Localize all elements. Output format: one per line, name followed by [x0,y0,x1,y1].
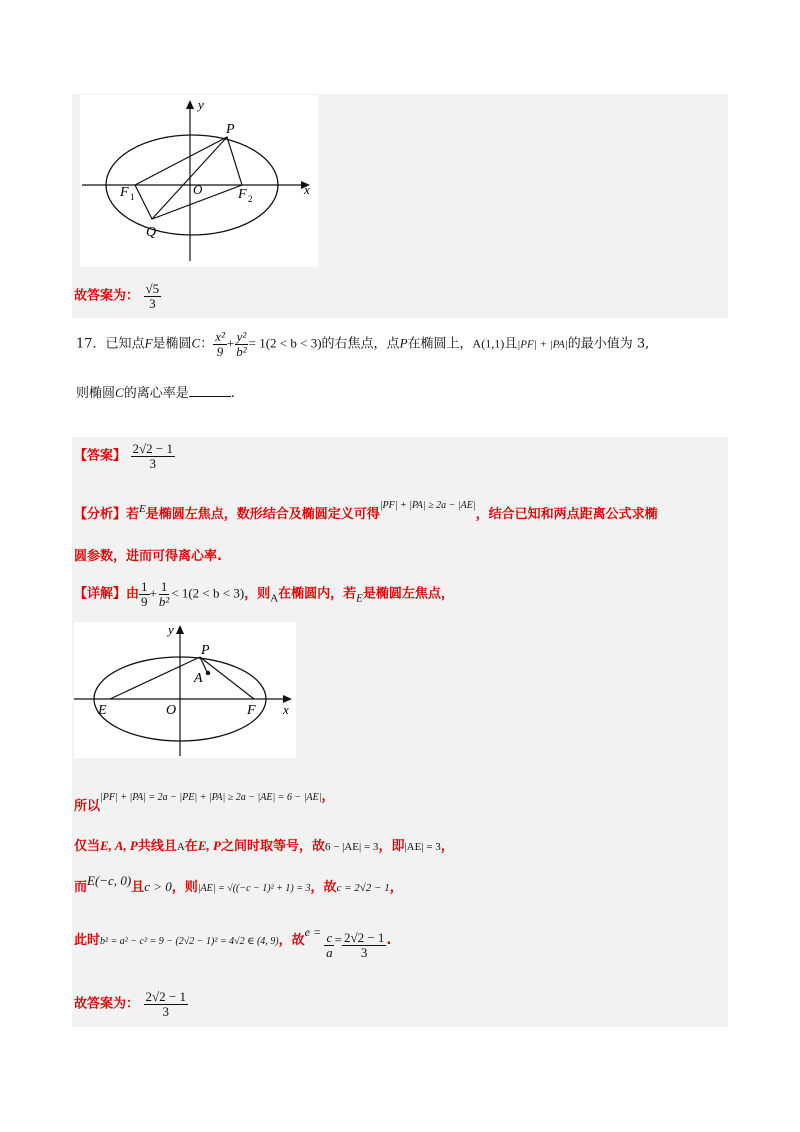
q-colon: ： [200,336,214,352]
final-answer-den: 3 [162,1003,170,1019]
question-17-line1 [76,330,649,358]
detail-rest: < 1(2 < b < 3) [171,585,245,601]
then-frac-result [342,931,386,959]
fig2-o-label: O [166,703,177,718]
q-text-1: 已知点 [105,336,145,352]
only-text-2: 共线且 [137,839,177,854]
detail-frac-2 [157,580,171,608]
and-line [74,873,403,895]
q-expr: |PF| + |PA| [517,338,568,351]
then-line [74,925,391,959]
q-A-point: A(1,1) [472,336,505,351]
final-answer-prefix: 故答案为： [74,996,140,1012]
analysis-expr: |PF| + |PA| ≥ 2a − |AE| [379,500,476,511]
then-frac-ca [324,931,335,959]
fig2-e-label: E [98,703,107,718]
analysis-E: E [139,503,146,515]
detail-text-3: 是椭圆左焦点， [362,586,454,602]
detail-text-1: ，则 [244,586,271,602]
q-blank [189,384,231,397]
only-when-line [74,835,454,854]
q-frac-y-num: y² [236,329,247,344]
detail-den-2: b² [158,593,170,609]
analysis-text-2: ，结合已知和两点距离公式求椭 [475,507,658,522]
q-text-5: 且 [504,336,518,352]
and-text-2: 且 [131,880,145,895]
final-answer-line [74,990,188,1018]
then-eq-sign: = [334,932,342,947]
detail-frac-1 [139,580,150,608]
and-c2: c = 2√2 − 1 [336,882,390,894]
fig2-f-label: F [247,703,256,718]
previous-answer-fraction [144,282,162,310]
analysis-line2 [74,545,222,564]
final-answer-fraction [144,990,188,1018]
only-A: A [176,841,185,853]
fig1-f2-sub: 2 [248,194,253,204]
q-frac-x-den: 9 [216,343,224,359]
detail-num-2: 1 [160,579,168,594]
detail-line1 [74,580,454,608]
fig1-f1-sub: 1 [130,192,135,202]
final-answer-num: 2√2 − 1 [145,989,187,1004]
only-text-1: 仅当 [74,839,101,854]
only-math-1: E, A, P [100,838,138,853]
detail-plus: + [149,585,157,601]
only-text-3: 在 [184,839,198,854]
previous-answer-prefix: 故答案为： [74,288,140,304]
fig1-p-label: P [226,122,235,137]
fig2-y-label: y [168,622,174,637]
and-text-1: 而 [74,880,88,895]
only-math-2: E, P [197,838,221,853]
detail-text-2: 在椭圆内，若 [278,586,357,602]
q-text-4: 在椭圆上， [407,336,473,352]
only-end: ， [440,839,454,854]
and-end: ， [389,880,403,895]
answer-num: 2√2 − 1 [132,441,174,456]
then-e: e = [304,925,325,939]
q-frac-x-num: x² [215,329,225,344]
only-text-4: 之间时取等号，故 [220,839,325,854]
q-text-6: 的最小值为 3, [567,336,650,352]
q-frac-y-den: b² [236,343,247,359]
fig2-p-label: P [201,643,210,658]
q-C: C [191,335,201,351]
answer-line [74,442,175,470]
only-text-5: ，即 [378,839,405,854]
so-expr: |PF| + |PA| = 2a − |PE| + |PA| ≥ 2a − |AE| = 6 − |AE| [100,792,322,803]
detail-den-1: 9 [141,593,148,609]
q-line2-C: C [115,385,124,400]
fig1-q-label: Q [146,225,157,240]
then-text-2: ，故 [278,933,305,948]
answer-den: 3 [149,455,157,471]
q-text-2: 是椭圆 [152,336,192,352]
q-frac-y [234,330,248,358]
fig1-o-label: O [193,182,203,197]
only-eq-2: |AE| = 3 [404,841,441,853]
fig1-x-label: x [304,182,310,197]
q-line2-end: . [230,386,235,401]
previous-answer-num: √5 [145,281,160,296]
then-c: c [326,930,333,945]
only-eq-1: 6 − |AE| = 3 [324,841,379,853]
q-frac-x [213,330,227,358]
and-eq: |AE| = √((−c − 1)² + 1) = 3 [197,883,311,894]
question-number: 17． [76,336,106,352]
analysis-text-3: 圆参数，进而可得离心率. [74,549,222,564]
q-line2-b: 的离心率是 [123,386,189,401]
fig2-a-label: A [194,671,203,686]
then-den: 3 [360,944,368,960]
then-num: 2√2 − 1 [343,930,385,945]
analysis-tag: 【分析】若 [74,507,140,522]
so-end: ， [321,789,335,804]
and-text-4: ，故 [310,880,337,895]
then-end: . [386,933,392,948]
analysis-text-1: 是椭圆左焦点，数形结合及椭圆定义可得 [145,507,380,522]
q-plus: + [226,335,235,351]
previous-answer-den: 3 [149,295,156,311]
fig1-f2-label: F [238,187,247,202]
ellipse-figure-1-svg [80,95,318,267]
q-line2-a: 则椭圆 [76,386,116,401]
detail-tag: 【详解】由 [74,586,140,602]
figure-ellipse-1 [80,95,318,267]
question-17-line2 [76,382,235,401]
then-a: a [326,944,333,960]
previous-answer-line [74,282,161,310]
q-text-3: 的右焦点，点 [321,336,400,352]
ellipse-figure-2-svg [74,622,296,758]
and-text-3: ，则 [171,880,198,895]
detail-num-1: 1 [141,579,148,594]
fig1-f1-label: F [120,185,129,200]
detail-E: E [356,592,363,605]
q-F: F [144,335,153,351]
so-line [74,785,334,814]
then-text-1: 此时 [74,933,101,948]
analysis-line1 [74,500,658,522]
detail-A: A [270,592,279,605]
figure-ellipse-2 [74,622,296,758]
fig1-y-label: y [198,97,204,112]
q-eq-rest: = 1(2 < b < 3) [248,335,322,351]
then-eq: b² = a² − c² = 9 − (2√2 − 1)² = 4√2 ∈ (4, 9) [100,936,279,947]
and-E: E(−c, 0) [87,873,132,888]
fig2-x-label: x [283,702,289,717]
answer-fraction [131,442,175,470]
and-c: c > 0 [144,879,172,894]
answer-tag: 【答案】 [74,448,127,464]
so-tag: 所以 [74,799,101,814]
q-P: P [399,335,408,351]
